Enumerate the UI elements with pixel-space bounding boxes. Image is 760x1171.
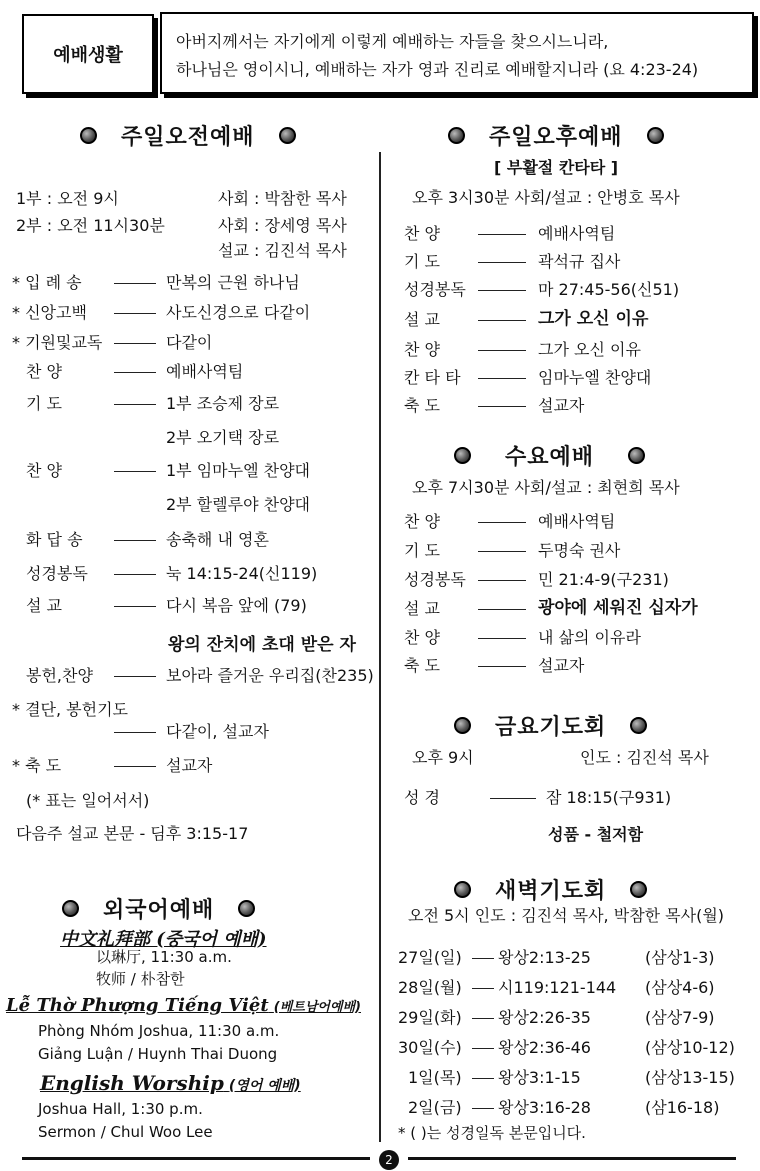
dawn-info: 오전 5시 인도 : 김진석 목사, 박참한 목사(월) (408, 906, 725, 925)
order-value: 예배사역팀 (538, 224, 616, 243)
order-label: 기 도 (26, 394, 62, 413)
friday-sermon-title: 성품 - 철저함 (548, 825, 644, 844)
bullet-icon (80, 127, 97, 144)
dash-line (114, 404, 156, 405)
leader-2: 사회 : 장세영 목사 (218, 216, 347, 235)
vietnamese-place: Phòng Nhóm Joshua, 11:30 a.m. (38, 1022, 280, 1040)
dawn-reading-ref: (삼상4-6) (645, 978, 715, 997)
order-value: 송축해 내 영혼 (166, 530, 269, 549)
resolve-value: 다같이, 설교자 (166, 722, 269, 741)
english-service-title: English Worship (40, 1071, 224, 1095)
dash-line (114, 766, 156, 767)
order-label: 기 도 (404, 541, 440, 560)
order-value: 만복의 근원 하나님 (166, 273, 300, 292)
bullet-icon (454, 717, 471, 734)
dash-line (478, 378, 526, 379)
vietnamese-preacher: Giảng Luận / Huynh Thai Duong (38, 1045, 278, 1063)
dash-line (472, 988, 494, 989)
section-label-box (22, 14, 154, 94)
dash-line (114, 732, 156, 733)
dash-line (114, 343, 156, 344)
dawn-text: 시119:121-144 (498, 978, 617, 997)
bullet-icon (647, 127, 664, 144)
standing-note: (* 표는 일어서서) (26, 791, 150, 810)
dawn-reading-ref: (삼상7-9) (645, 1008, 715, 1027)
english-service-title-row (40, 1071, 301, 1095)
order-value: 2부 오기택 장로 (166, 428, 280, 447)
order-label: 찬 양 (26, 362, 62, 381)
wednesday-header (454, 440, 645, 471)
order-label: 축 도 (404, 656, 440, 675)
dash-line (478, 406, 526, 407)
order-value: 1부 임마누엘 찬양대 (166, 461, 310, 480)
benediction-value: 설교자 (166, 756, 213, 775)
dash-line (472, 958, 494, 959)
dash-line (478, 522, 526, 523)
dawn-day: 28일(월) (398, 978, 462, 997)
sunday-am-title: 주일오전예배 (121, 125, 255, 150)
bullet-icon (448, 127, 465, 144)
order-value: 광야에 세워진 십자가 (538, 598, 698, 618)
dawn-day: 29일(화) (398, 1008, 462, 1027)
foreign-title: 외국어예배 (103, 898, 215, 923)
dash-line (478, 551, 526, 552)
vietnamese-service-title: Lễ Thờ Phượng Tiếng Việt (6, 995, 269, 1016)
friday-header (454, 710, 647, 741)
dawn-text: 왕상3:16-28 (498, 1098, 591, 1117)
chinese-place: 以琳厅, 11:30 a.m. (96, 948, 232, 966)
english-service-title-kr: (영어 예배) (228, 1078, 301, 1094)
dash-line (114, 372, 156, 373)
bullet-icon (630, 881, 647, 898)
order-label: 찬 양 (404, 628, 440, 647)
friday-scripture-value: 잠 18:15(구931) (546, 788, 672, 807)
order-value: 눅 14:15-24(신119) (166, 564, 318, 583)
offering-label: 봉헌,찬양 (26, 666, 93, 685)
sunday-pm-info: 오후 3시30분 사회/설교 : 안병호 목사 (412, 188, 680, 207)
order-value: 다시 복음 앞에 (79) (166, 596, 307, 615)
dash-line (114, 606, 156, 607)
verse-box (160, 12, 754, 94)
order-label: 성경봉독 (404, 570, 466, 589)
order-label: 축 도 (404, 396, 440, 415)
dawn-reading-ref: (삼상1-3) (645, 948, 715, 967)
dawn-day: 30일(수) (398, 1038, 462, 1057)
sunday-am-sermon-title: 왕의 잔치에 초대 받은 자 (168, 635, 356, 655)
dash-line (478, 234, 526, 235)
order-label: 설 교 (26, 596, 62, 615)
sunday-pm-title: 주일오후예배 (489, 125, 623, 150)
friday-title: 금요기도회 (495, 715, 607, 740)
wednesday-info: 오후 7시30분 사회/설교 : 최현희 목사 (412, 478, 680, 497)
resolve-label: * 결단, 봉헌기도 (12, 700, 128, 719)
sunday-pm-subtitle: [ 부활절 칸타타 ] (494, 158, 619, 177)
dawn-text: 왕상2:26-35 (498, 1008, 591, 1027)
preacher: 설교 : 김진석 목사 (218, 241, 347, 260)
verse-line-2: 하나님은 영이시니, 예배하는 자가 영과 진리로 예배할지니라 (요 4:23-24) (176, 60, 699, 79)
dash-line (472, 1018, 494, 1019)
bullet-icon (238, 900, 255, 917)
dash-line (472, 1108, 494, 1109)
dawn-reading-ref: (삼상10-12) (645, 1038, 735, 1057)
order-label: 칸 타 타 (404, 368, 461, 387)
bullet-icon (628, 447, 645, 464)
dawn-title: 새벽기도회 (495, 879, 607, 904)
dash-line (114, 313, 156, 314)
order-value: 민 21:4-9(구231) (538, 570, 669, 589)
dash-line (114, 574, 156, 575)
dash-line (478, 638, 526, 639)
order-value: 2부 할렐루야 찬양대 (166, 495, 310, 514)
order-value: 예배사역팀 (538, 512, 616, 531)
order-value: 그가 오신 이유 (538, 340, 641, 359)
verse-line-1: 아버지께서는 자기에게 이렇게 예배하는 자들을 찾으시느니라, (176, 32, 609, 51)
order-label: 화 답 송 (26, 530, 83, 549)
friday-scripture-label: 성 경 (404, 788, 440, 807)
dash-line (114, 471, 156, 472)
order-value: 마 27:45-56(신51) (538, 280, 680, 299)
order-value: 다같이 (166, 333, 213, 352)
dash-line (478, 666, 526, 667)
order-label: * 신앙고백 (12, 303, 87, 322)
order-label: 기 도 (404, 252, 440, 271)
order-label: 설 교 (404, 310, 440, 329)
dawn-header (454, 874, 647, 905)
first-service-time: 1부 : 오전 9시 (16, 189, 119, 208)
order-value: 사도신경으로 다같이 (166, 303, 311, 322)
dawn-day: 2일(금) (408, 1098, 462, 1117)
order-value: 두명숙 권사 (538, 541, 621, 560)
order-label: 성경봉독 (26, 564, 88, 583)
second-service-time: 2부 : 오전 11시30분 (16, 216, 165, 235)
dash-line (478, 262, 526, 263)
dash-line (478, 290, 526, 291)
sunday-pm-header (448, 120, 664, 151)
friday-leader: 인도 : 김진석 목사 (580, 748, 709, 767)
friday-time: 오후 9시 (412, 748, 474, 767)
wednesday-title: 수요예배 (505, 445, 595, 470)
dash-line (490, 798, 536, 799)
bullet-icon (454, 447, 471, 464)
next-week-scripture: 다음주 설교 본문 - 딤후 3:15-17 (16, 824, 249, 843)
bullet-icon (630, 717, 647, 734)
dash-line (478, 350, 526, 351)
dash-line (114, 283, 156, 284)
order-value: 그가 오신 이유 (538, 309, 649, 329)
page-number: 2 (379, 1150, 399, 1170)
dawn-text: 왕상2:13-25 (498, 948, 591, 967)
dash-line (472, 1078, 494, 1079)
dawn-reading-ref: (삼상13-15) (645, 1068, 735, 1087)
order-label: 찬 양 (26, 461, 62, 480)
bullet-icon (279, 127, 296, 144)
dawn-day: 1일(목) (408, 1068, 462, 1087)
dash-line (478, 609, 526, 610)
bullet-icon (62, 900, 79, 917)
order-label: 찬 양 (404, 340, 440, 359)
order-value: 설교자 (538, 656, 585, 675)
dash-line (114, 676, 156, 677)
order-value: 예배사역팀 (166, 362, 244, 381)
vietnamese-service-title-kr: (베트남어예배) (273, 1000, 361, 1015)
vietnamese-service-title-row (6, 995, 361, 1016)
footer-rule-right (408, 1157, 736, 1160)
dawn-reading-ref: (삼16-18) (645, 1098, 720, 1117)
dash-line (114, 540, 156, 541)
bullet-icon (454, 881, 471, 898)
column-divider (379, 152, 381, 1142)
leader-1: 사회 : 박참한 목사 (218, 189, 347, 208)
order-label: 찬 양 (404, 224, 440, 243)
dawn-text: 왕상3:1-15 (498, 1068, 581, 1087)
order-label: 설 교 (404, 599, 440, 618)
english-preacher: Sermon / Chul Woo Lee (38, 1123, 213, 1141)
dash-line (478, 320, 526, 321)
dawn-text: 왕상2:36-46 (498, 1038, 591, 1057)
chinese-service-title: 中文礼拜部 (중국어 예배) (60, 929, 267, 950)
sunday-am-header (80, 120, 296, 151)
offering-value: 보아라 즐거운 우리집(찬235) (166, 666, 374, 685)
order-value: 1부 조승제 장로 (166, 394, 280, 413)
order-value: 내 삶의 이유라 (538, 628, 641, 647)
order-value: 임마누엘 찬양대 (538, 368, 652, 387)
english-place: Joshua Hall, 1:30 p.m. (38, 1100, 203, 1118)
dash-line (478, 580, 526, 581)
order-value: 곽석규 집사 (538, 252, 621, 271)
order-label: * 입 례 송 (12, 273, 82, 292)
order-label: 찬 양 (404, 512, 440, 531)
dash-line (472, 1048, 494, 1049)
benediction-label: * 축 도 (12, 756, 62, 775)
order-label: * 기원및교독 (12, 333, 103, 352)
dawn-note: * ( )는 성경일독 본문입니다. (398, 1124, 586, 1142)
dawn-day: 27일(일) (398, 948, 462, 967)
section-label: 예배생활 (53, 45, 123, 66)
chinese-pastor: 牧师 / 朴참한 (96, 970, 185, 988)
footer-rule-left (22, 1157, 370, 1160)
order-label: 성경봉독 (404, 280, 466, 299)
order-value: 설교자 (538, 396, 585, 415)
foreign-header (62, 893, 255, 924)
